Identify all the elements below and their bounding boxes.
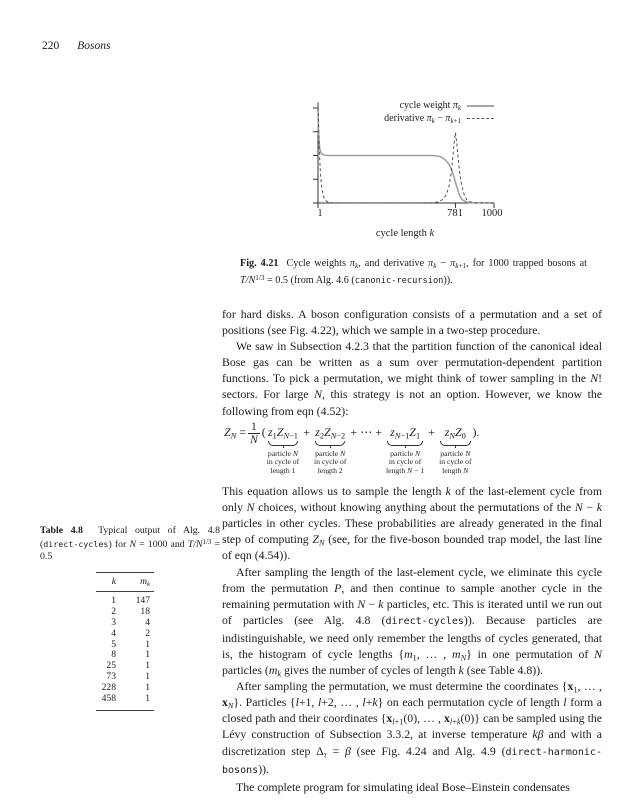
- paragraph: After sampling the length of the last-element cycle, we eliminate this cycle from the permutation P, and then continue to sample another cycle in the remaining permutation with N − k particles, etc. This is iterated until we run out of particles (see Alg. 4.8 (direct-cycles)). Because particles are indistinguishable, we need only remember the lengths of cycles generated, that is, the histogram of cycle lengths {$m_1$, … , $m_N$} in one permutation of N particles ($m_k$ gives the number of cycles of length k (see Table 4.8)).: [222, 564, 603, 679]
- x-tick-label-1000: 1000: [481, 208, 503, 219]
- paragraph: for hard disks. A boson configuration consists of a permutation and a set of positions (see Fig. 4.22), which we sample in a two-step procedure.: [222, 307, 602, 338]
- table-row: 73 1: [106, 671, 150, 683]
- equation-lhs: $Z_N$ =: [224, 424, 247, 440]
- underbrace: [387, 441, 423, 446]
- underbrace: [315, 441, 345, 446]
- x-tick-label-781: 781: [447, 208, 463, 219]
- underbrace-label: particle N in cycle of length 2: [313, 448, 347, 476]
- underbrace-label: particle N in cycle of length 1: [266, 448, 300, 476]
- table-caption: Table 4.8 Typical output of Alg. 4.8 (direct-cycles) for N = 1000 and $T/N^{1/3} = 0.5$: [40, 525, 220, 563]
- plus-sign: +: [428, 424, 436, 439]
- equation-term-4: $z_NZ_0$ particle N in cycle of length N: [439, 424, 472, 476]
- chapter-title: Bosons: [77, 40, 111, 52]
- running-head: [42, 40, 110, 52]
- legend-label: derivative $\pi_k - \pi_{k+1}$: [384, 113, 461, 125]
- plus-sign: +: [303, 424, 310, 439]
- body-text-column: [222, 306, 602, 795]
- equation-term-1: $z_1Z_{N-1}$ particle N in cycle of length 1: [266, 424, 300, 476]
- underbrace: [268, 441, 298, 446]
- paragraph: This equation allows us to sample the length k of the last-element cycle from only N choices, without knowing anything about the permutations of the N − k particles in other cycles. These probabilities are already generated in the final step of computing $Z_N$ (see, for the five-boson bounded trap model, the last line of eqn (4.54)).: [222, 484, 603, 563]
- x-axis-label: cycle length k: [375, 228, 435, 239]
- dashed-line-sample: [467, 118, 494, 119]
- page-number: 220: [42, 40, 60, 52]
- equation-term-2: $z_2Z_{N-2}$ particle N in cycle of length 2: [313, 424, 347, 476]
- close-paren: ).: [472, 424, 480, 439]
- underbrace-label: particle N in cycle of length N: [439, 448, 472, 476]
- table-4-8: [96, 572, 154, 711]
- solid-line-sample: [467, 105, 494, 107]
- legend-entry-cycle-weight: [400, 99, 494, 112]
- table-row: 458 1: [101, 693, 150, 705]
- col-header-k: k: [111, 576, 116, 587]
- col-header-mk: $m_k$: [140, 576, 150, 588]
- equation-term-3: $z_{N-1}Z_1$ particle N in cycle of length N − 1: [385, 424, 425, 476]
- paragraph: The complete program for simulating ideal Bose–Einstein condensates: [236, 779, 570, 794]
- table-row: 5 1: [111, 638, 150, 650]
- table-bottom-rule: [96, 710, 154, 711]
- table-header-row: [96, 573, 154, 591]
- x-tick-label-1: 1: [317, 208, 323, 219]
- table-row: 25 1: [106, 660, 150, 672]
- table-row: 1 147: [111, 594, 150, 606]
- figure-caption: Fig. 4.21 Cycle weights $\pi_k$, and derivative $\pi_k - \pi_{k+1}$, for 1000 trapped bosons at $T/N^{1/3} = 0.5$ (from Alg. 4.6 (canonic-recursion)).: [240, 258, 587, 286]
- legend-label: cycle weight $\pi_k$: [399, 100, 461, 112]
- paragraph: After sampling the permutation, we must determine the coordinates {$x_1$, … , $x_N$}. Particles {l+1, l+2, … , l+k} on each permutation cycle of length l form a closed path and their coordinates {$x_{l+1}(0)$, … , $x_{l+k}(0)$} can be sampled using the Lévy construction of Subsection 3.3.2, at inverse temperature kβ and with a discretization step $\Delta_\tau = \beta$ (see Fig. 4.24 and Alg. 4.9 (direct-harmonic-bosons)).: [222, 679, 603, 776]
- paragraph: We saw in Subsection 4.2.3 that the partition function of the canonical ideal Bose gas can be written as a sum over permutation-dependent partition functions. To pick a permutation, we might think of tower sampling in the N! sectors. For large N, this strategy is not an option. However, we know the following from eqn (4.52):: [222, 339, 602, 418]
- table-row: 2 18: [111, 605, 150, 617]
- table-body: [96, 592, 154, 710]
- open-paren: (: [261, 424, 266, 439]
- chart-legend: [260, 99, 494, 125]
- underbrace: [440, 441, 470, 446]
- fraction-1-over-N: $\frac{1}{N}$: [250, 420, 258, 446]
- underbrace-label: particle N in cycle of length N − 1: [385, 448, 425, 476]
- table-row: 228 1: [101, 682, 150, 694]
- table-row: 4 2: [111, 627, 150, 639]
- plus-dots-sign: + ⋯ +: [350, 424, 382, 439]
- legend-entry-derivative: [384, 112, 494, 125]
- table-row: 8 1: [111, 649, 150, 661]
- equation-4-52: [224, 420, 602, 476]
- table-row: 3 4: [111, 616, 150, 628]
